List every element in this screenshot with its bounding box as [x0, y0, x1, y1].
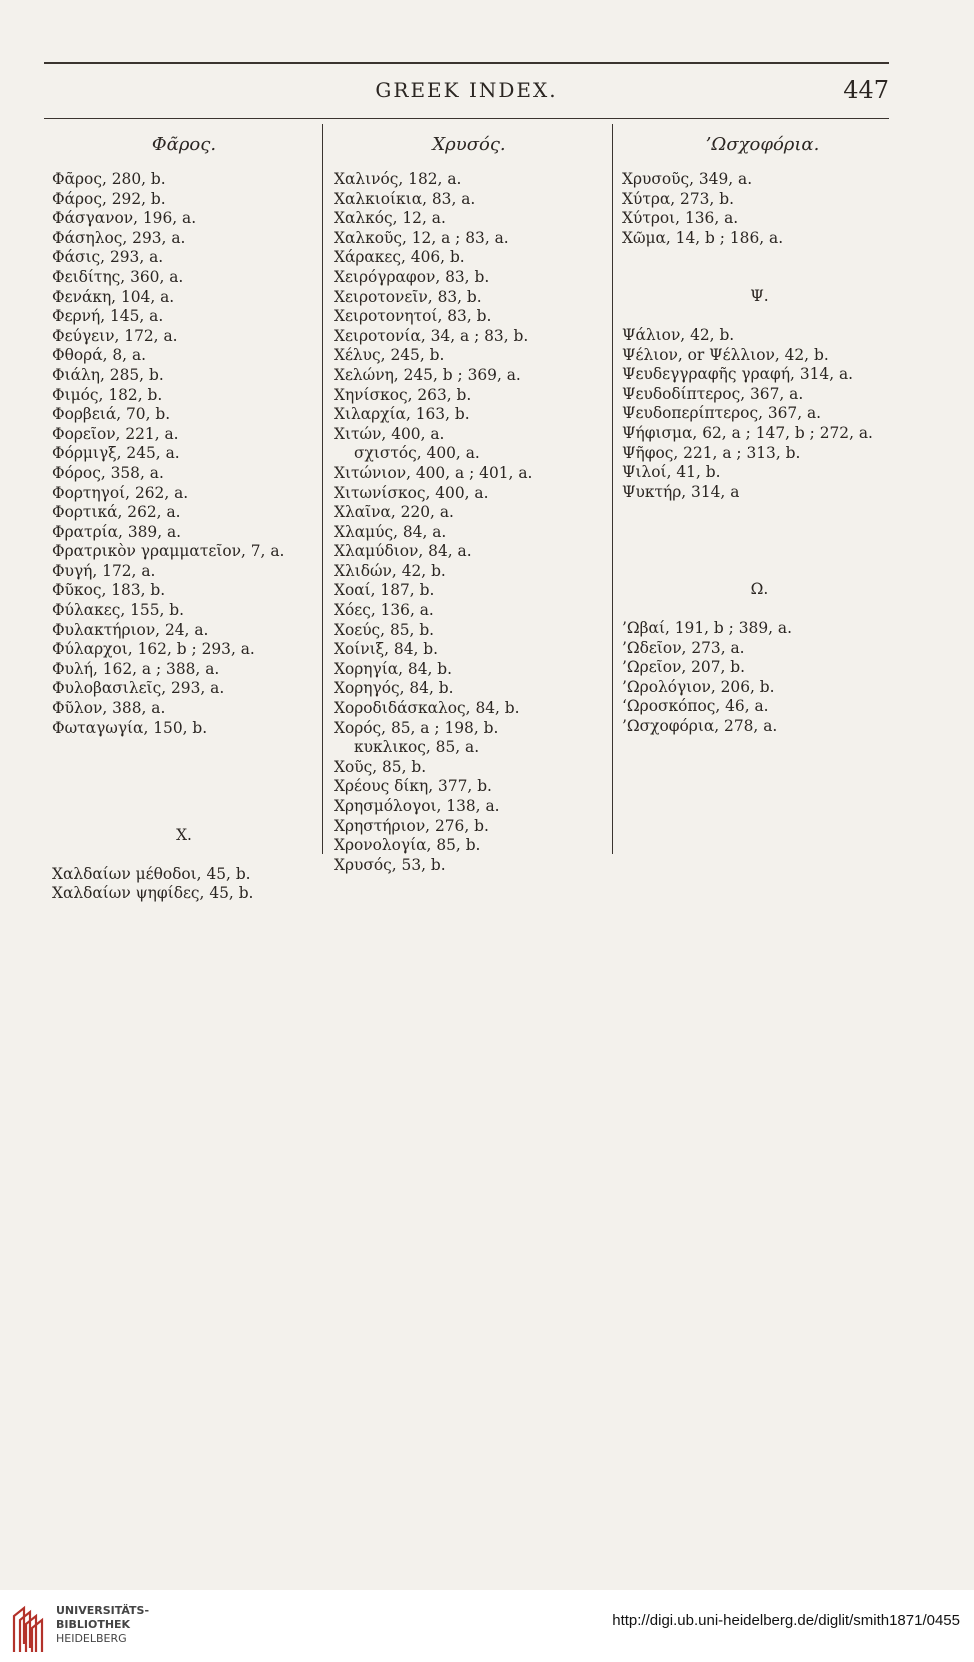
section-letter: X.	[176, 826, 192, 845]
index-entry: ’Ωρεῖον, 207, b.	[622, 658, 746, 677]
index-entry: Χῶμα, 14, b ; 186, a.	[622, 228, 784, 247]
index-entry: Χαλκιοίκια, 83, a.	[334, 189, 476, 208]
index-entry: Χαλινός, 182, a.	[334, 170, 462, 188]
index-entry: Χειροτονεῖν, 83, b.	[334, 287, 482, 306]
source-url-link[interactable]: http://digi.ub.uni-heidelberg.de/diglit/smith1871/0455	[612, 1612, 960, 1629]
index-entry: Χιτωνίσκος, 400, a.	[334, 483, 489, 502]
index-entry: Φυλακτήριον, 24, a.	[52, 620, 209, 639]
index-entry: ’Ωρολόγιον, 206, b.	[622, 677, 775, 696]
index-entry: σχιστός, 400, a.	[354, 444, 480, 463]
index-entry: Χιτώνιον, 400, a ; 401, a.	[334, 463, 533, 482]
library-name-line: HEIDELBERG	[56, 1632, 127, 1645]
index-entry: Φᾶρος, 280, b.	[52, 170, 166, 188]
index-entry: Φάσγανον, 196, a.	[52, 209, 197, 228]
footer-bar	[0, 1590, 974, 1662]
index-entry: Φερνή, 145, a.	[52, 307, 164, 326]
column-divider-2	[612, 124, 613, 854]
index-entry: Χοροδιδάσκαλος, 84, b.	[334, 699, 520, 718]
index-entry: Φορβειά, 70, b.	[52, 405, 171, 424]
index-entry: Φόρμιγξ, 245, a.	[52, 444, 180, 463]
index-entry: Χλαῖνα, 220, a.	[334, 503, 454, 522]
column-heading: ’Ωσχοφόρια.	[705, 134, 820, 155]
index-entry: Ψυκτήρ, 314, a	[622, 482, 740, 501]
column-heading: Χρυσός.	[432, 134, 506, 155]
index-entry: Φιάλη, 285, b.	[52, 365, 164, 384]
index-entry: Φυλοβασιλεῖς, 293, a.	[52, 679, 225, 698]
index-entry: Χρέους δίκη, 377, b.	[334, 777, 492, 796]
index-entry: Χρονολογία, 85, b.	[334, 836, 481, 855]
index-entry: Φεύγειν, 172, a.	[52, 326, 178, 345]
library-logo-icon	[10, 1602, 48, 1654]
index-entry: Χοίνιξ, 84, b.	[334, 640, 439, 659]
index-entry: Χύτροι, 136, a.	[622, 209, 739, 228]
index-entry: Φύλαρχοι, 162, b ; 293, a.	[52, 640, 255, 659]
index-entry: Χλαμύς, 84, a.	[334, 522, 447, 541]
library-name-line: UNIVERSITÄTS-	[56, 1604, 150, 1617]
header-rule	[44, 118, 889, 119]
index-entry: Χειροτονητοί, 83, b.	[334, 307, 492, 326]
index-entry: Ψευδοδίπτερος, 367, a.	[622, 384, 804, 403]
index-entry: Ψάλιον, 42, b.	[622, 325, 735, 344]
section-letter: Ω.	[750, 580, 769, 599]
index-entry: ’Ωσχοφόρια, 278, a.	[622, 716, 778, 735]
index-entry: ‘Ωροσκόπος, 46, a.	[622, 697, 769, 716]
index-entry: Χρυσός, 53, b.	[334, 855, 446, 874]
index-entry: Χάρακες, 406, b.	[334, 248, 465, 267]
section-letter: Ψ.	[750, 287, 769, 306]
index-entry: Φῦκος, 183, b.	[52, 581, 166, 600]
index-entry: Χορός, 85, a ; 198, b.	[334, 718, 499, 737]
index-entry: Ψευδοπερίπτερος, 367, a.	[622, 404, 822, 423]
index-entry: Χειρόγραφον, 83, b.	[334, 267, 490, 286]
index-entry: Φύλακες, 155, b.	[52, 601, 185, 620]
index-entry: Φορεῖον, 221, a.	[52, 424, 179, 443]
index-entry: Φῦλον, 388, a.	[52, 699, 166, 718]
index-entry: Φυγή, 172, a.	[52, 561, 156, 580]
top-rule	[44, 62, 889, 64]
index-entry: Χαλκοῦς, 12, a ; 83, a.	[334, 228, 509, 247]
index-column-2	[334, 122, 604, 875]
index-entry: Χόες, 136, a.	[334, 601, 434, 620]
index-entry: Χρυσοῦς, 349, a.	[622, 170, 753, 188]
index-entry: Χορηγός, 84, b.	[334, 679, 454, 698]
index-entry: Φρατρία, 389, a.	[52, 522, 182, 541]
running-head	[44, 76, 889, 108]
index-entry: κυκλικος, 85, a.	[354, 738, 480, 757]
index-entry: Χαλκός, 12, a.	[334, 209, 446, 228]
index-entry: Φάσις, 293, a.	[52, 248, 164, 267]
index-entry: Χρηστήριον, 276, b.	[334, 816, 489, 835]
index-entry: Χέλυς, 245, b.	[334, 346, 445, 365]
index-entry: Ψιλοί, 41, b.	[622, 463, 721, 482]
index-entry: ’Ωδεῖον, 273, a.	[622, 638, 745, 657]
index-entry: Φόρος, 358, a.	[52, 463, 164, 482]
index-entry: Ψῆφος, 221, a ; 313, b.	[622, 443, 801, 462]
index-entry: Χοῦς, 85, b.	[334, 757, 427, 776]
index-entry: Φθορά, 8, a.	[52, 346, 147, 365]
index-entry: Χρησμόλογοι, 138, a.	[334, 797, 500, 815]
index-entry: Φενάκη, 104, a.	[52, 287, 175, 306]
index-entry: Χιτών, 400, a.	[334, 424, 445, 443]
index-entry: Χαλδαίων ψηφίδες, 45, b.	[52, 884, 254, 903]
index-entry: Φάρος, 292, b.	[52, 189, 166, 208]
index-entry: Φειδίτης, 360, a.	[52, 267, 184, 286]
index-entry: Φωταγωγία, 150, b.	[52, 718, 208, 737]
index-entry: Χηνίσκος, 263, b.	[334, 385, 472, 404]
index-entry: Ψευδεγγραφῆς γραφή, 314, a.	[622, 365, 854, 384]
running-title: GREEK INDEX.	[375, 78, 558, 102]
index-entry: Χελώνη, 245, b ; 369, a.	[334, 365, 521, 384]
index-entry: Χλαμύδιον, 84, a.	[334, 542, 472, 561]
index-entry: Ψέλιον, or Ψέλλιον, 42, b.	[622, 345, 829, 364]
index-column-3	[622, 122, 897, 736]
index-entry: Φιμός, 182, b.	[52, 385, 163, 404]
library-name	[56, 1604, 149, 1646]
library-name-line: BIBLIOTHEK	[56, 1618, 131, 1631]
column-heading: Φᾶρος.	[151, 134, 217, 155]
index-entry: Χοαί, 187, b.	[334, 581, 435, 600]
index-entry: Χειροτονία, 34, a ; 83, b.	[334, 326, 529, 345]
index-entry: Χύτρα, 273, b.	[622, 189, 734, 208]
index-entry: Φορτικά, 262, a.	[52, 503, 181, 522]
index-entry: Ψήφισμα, 62, a ; 147, b ; 272, a.	[622, 423, 873, 442]
index-entry: Φρατρικὸν γραμματεῖον, 7, a.	[52, 542, 285, 561]
index-entry: Φορτηγοί, 262, a.	[52, 483, 189, 502]
index-entry: Χορηγία, 84, b.	[334, 659, 453, 678]
index-entry: Φάσηλος, 293, a.	[52, 228, 186, 247]
index-entry: ’Ωβαί, 191, b ; 389, a.	[622, 618, 792, 637]
page-number: 447	[843, 76, 889, 104]
index-entry: Χοεύς, 85, b.	[334, 620, 435, 639]
index-column-1	[52, 122, 316, 904]
index-entry: Χλιδών, 42, b.	[334, 561, 446, 580]
index-entry: Φυλή, 162, a ; 388, a.	[52, 659, 220, 678]
index-entry: Χιλαρχία, 163, b.	[334, 405, 470, 424]
column-divider-1	[322, 124, 323, 854]
index-entry: Χαλδαίων μέθοδοι, 45, b.	[52, 864, 251, 883]
